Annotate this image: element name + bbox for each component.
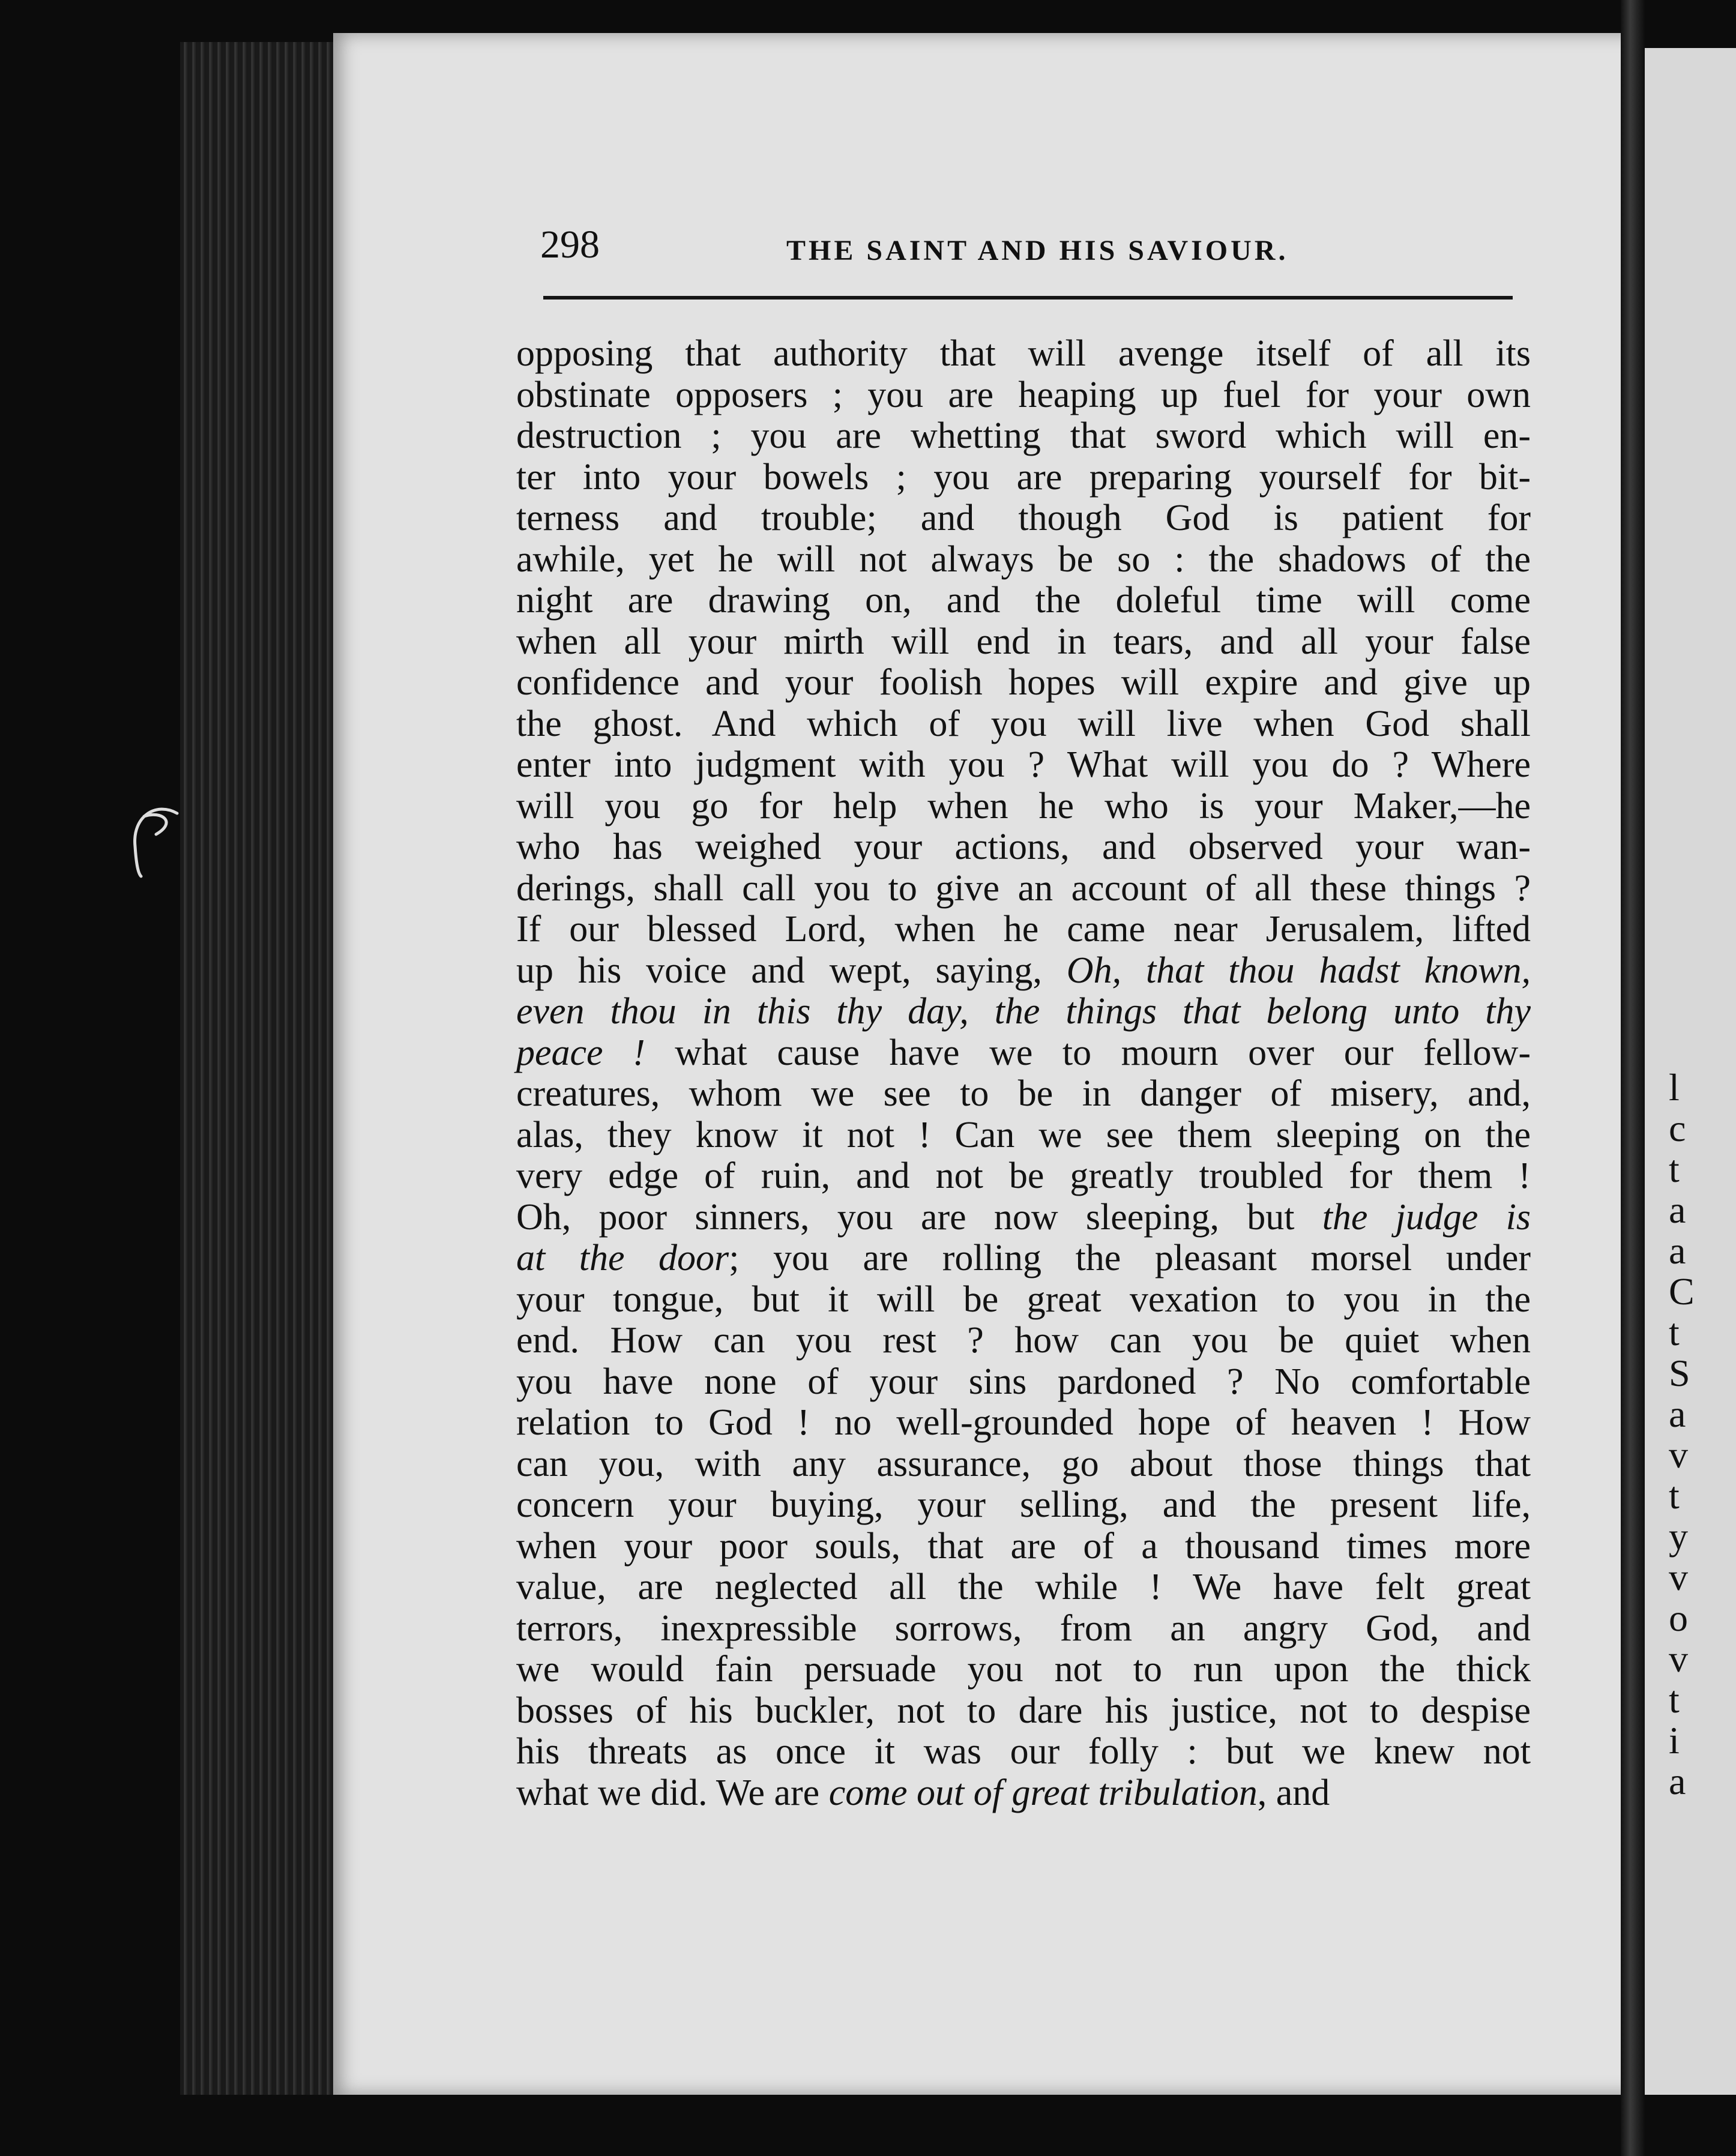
text-run: destruction ; you are whetting that sword which will en- bbox=[516, 415, 1531, 456]
adjacent-page-letter: v bbox=[1669, 1433, 1688, 1476]
text-run: very edge of ruin, and not be greatly troubled for them ! bbox=[516, 1155, 1531, 1196]
text-line bbox=[516, 1361, 1531, 1403]
text-line bbox=[516, 1197, 1531, 1238]
text-run: end. How can you rest ? how can you be quiet when bbox=[516, 1320, 1531, 1361]
text-run: opposing that authority that will avenge itself of all its bbox=[516, 333, 1531, 374]
text-line bbox=[516, 1608, 1531, 1649]
text-line bbox=[516, 1567, 1531, 1608]
text-run: If our blessed Lord, when he came near Jerusalem, lifted bbox=[516, 909, 1531, 950]
handwritten-margin-mark bbox=[120, 798, 192, 882]
text-run: up his voice and wept, saying, bbox=[516, 950, 1067, 991]
adjacent-page-letter: c bbox=[1669, 1107, 1686, 1149]
text-run: value, are neglected all the while ! We have felt great bbox=[516, 1567, 1531, 1607]
text-line bbox=[516, 375, 1531, 416]
book-page-edges bbox=[180, 42, 336, 2095]
text-line bbox=[516, 1279, 1531, 1320]
text-run: Oh, poor sinners, you are now sleeping, but bbox=[516, 1196, 1322, 1238]
text-run: the ghost. And which of you will live when God shall bbox=[516, 703, 1531, 744]
text-line bbox=[516, 1484, 1531, 1526]
text-run: you have none of your sins pardoned ? No comfortable bbox=[516, 1361, 1531, 1402]
text-run: bosses of his buckler, not to dare his justice, not to despise bbox=[516, 1690, 1531, 1731]
adjacent-page-letter: v bbox=[1669, 1556, 1688, 1598]
text-line bbox=[516, 580, 1531, 621]
adjacent-page-letter: a bbox=[1669, 1760, 1686, 1802]
running-head bbox=[540, 216, 1621, 288]
text-line bbox=[516, 539, 1531, 580]
page-number: 298 bbox=[540, 223, 600, 266]
text-run: concern your buying, your selling, and the present life, bbox=[516, 1484, 1531, 1525]
text-run: terrors, inexpressible sorrows, from an angry God, and bbox=[516, 1607, 1531, 1649]
book-gutter bbox=[1621, 0, 1645, 2156]
text-run: enter into judgment with you ? What will you do ? Where bbox=[516, 744, 1531, 785]
adjacent-page-letter: a bbox=[1669, 1188, 1686, 1231]
text-line bbox=[516, 621, 1531, 663]
adjacent-page-letter: t bbox=[1669, 1678, 1680, 1721]
text-line bbox=[516, 1526, 1531, 1567]
text-run: alas, they know it not ! Can we see them sleeping on the bbox=[516, 1114, 1531, 1155]
adjacent-page-edge bbox=[1645, 48, 1736, 2095]
text-run: your tongue, but it will be great vexation to you in the bbox=[516, 1278, 1531, 1320]
text-line bbox=[516, 1115, 1531, 1156]
text-run: night are drawing on, and the doleful time will come bbox=[516, 580, 1531, 621]
text-run: what we did. We are bbox=[516, 1772, 829, 1813]
text-run: relation to God ! no well-grounded hope of heaven ! How bbox=[516, 1402, 1531, 1443]
text-line bbox=[516, 1402, 1531, 1444]
text-run: ter into your bowels ; you are preparing yourself for bit- bbox=[516, 456, 1531, 498]
text-line bbox=[516, 1032, 1531, 1074]
adjacent-page-letter: t bbox=[1669, 1474, 1680, 1517]
text-line bbox=[516, 1772, 1531, 1814]
italic-text: peace ! bbox=[516, 1032, 645, 1073]
italic-text: the judge is bbox=[1322, 1196, 1531, 1238]
text-line bbox=[516, 333, 1531, 375]
text-line bbox=[516, 1155, 1531, 1197]
text-line bbox=[516, 498, 1531, 539]
adjacent-page-letter: v bbox=[1669, 1637, 1688, 1680]
text-run: creatures, whom we see to be in danger of misery, and, bbox=[516, 1073, 1531, 1114]
text-line bbox=[516, 1444, 1531, 1485]
text-run: when your poor souls, that are of a thousand times more bbox=[516, 1525, 1531, 1567]
text-line bbox=[516, 1320, 1531, 1361]
body-text bbox=[516, 333, 1531, 1813]
text-line bbox=[516, 662, 1531, 703]
text-run: obstinate opposers ; you are heaping up fuel for your own bbox=[516, 374, 1531, 415]
text-line bbox=[516, 744, 1531, 786]
text-line bbox=[516, 786, 1531, 827]
italic-text: even thou in this thy day, the things that belong unto thy bbox=[516, 991, 1531, 1032]
adjacent-page-letter: y bbox=[1669, 1515, 1688, 1558]
adjacent-page-letter: C bbox=[1669, 1270, 1695, 1313]
adjacent-page-letter: t bbox=[1669, 1311, 1680, 1354]
text-run: ; you are rolling the pleasant morsel under bbox=[729, 1238, 1531, 1278]
italic-text: Oh, that thou hadst known, bbox=[1066, 950, 1531, 991]
text-line bbox=[516, 703, 1531, 745]
text-line bbox=[516, 827, 1531, 868]
text-run: confidence and your foolish hopes will expire and give up bbox=[516, 662, 1531, 703]
text-line bbox=[516, 1238, 1531, 1279]
text-line bbox=[516, 1073, 1531, 1115]
text-run: will you go for help when he who is your Maker,—he bbox=[516, 785, 1531, 827]
text-line bbox=[516, 909, 1531, 950]
text-run: , and bbox=[1257, 1772, 1330, 1813]
text-line bbox=[516, 1690, 1531, 1732]
text-line bbox=[516, 1731, 1531, 1772]
text-run: can you, with any assurance, go about those things that bbox=[516, 1443, 1531, 1484]
text-line bbox=[516, 457, 1531, 498]
text-run: terness and trouble; and though God is patient for bbox=[516, 498, 1531, 538]
adjacent-page-letter: S bbox=[1669, 1352, 1690, 1394]
text-run: his threats as once it was our folly : but we knew not bbox=[516, 1731, 1531, 1772]
italic-text: at the door bbox=[516, 1238, 729, 1278]
header-rule bbox=[543, 296, 1513, 300]
text-run: awhile, yet he will not always be so : the shadows of the bbox=[516, 538, 1531, 580]
text-line bbox=[516, 1649, 1531, 1690]
adjacent-page-letter: a bbox=[1669, 1229, 1686, 1272]
running-title: THE SAINT AND HIS SAVIOUR. bbox=[786, 235, 1289, 266]
adjacent-page-letter: o bbox=[1669, 1597, 1688, 1639]
text-line bbox=[516, 950, 1531, 992]
adjacent-page-letter: t bbox=[1669, 1148, 1680, 1190]
text-run: we would fain persuade you not to run upon the thick bbox=[516, 1649, 1531, 1690]
text-run: when all your mirth will end in tears, and all your false bbox=[516, 621, 1531, 662]
adjacent-page-letter: l bbox=[1669, 1066, 1680, 1109]
text-run: what cause have we to mourn over our fellow- bbox=[645, 1032, 1531, 1073]
text-run: derings, shall call you to give an account of all these things ? bbox=[516, 867, 1531, 909]
text-line bbox=[516, 868, 1531, 909]
italic-text: come out of great tribulation bbox=[828, 1772, 1258, 1813]
text-line bbox=[516, 415, 1531, 457]
adjacent-page-letter: i bbox=[1669, 1719, 1680, 1762]
text-run: who has weighed your actions, and observed your wan- bbox=[516, 827, 1531, 867]
text-line bbox=[516, 991, 1531, 1032]
adjacent-page-letter: a bbox=[1669, 1393, 1686, 1435]
